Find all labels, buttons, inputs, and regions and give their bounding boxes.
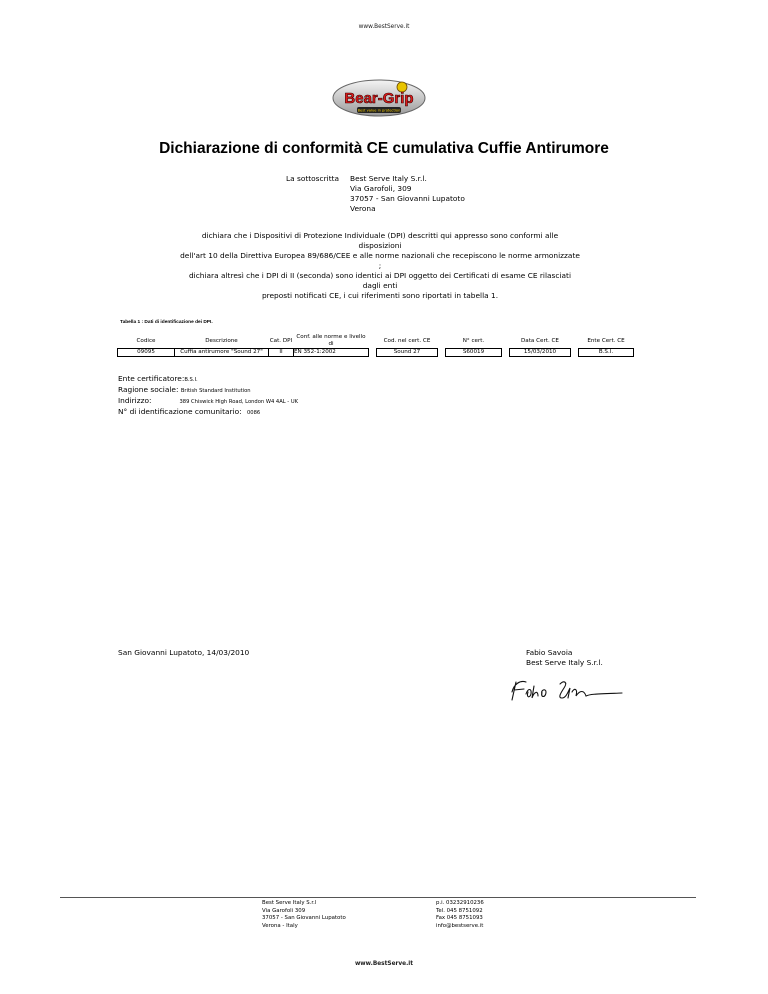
declaration-line: dichiara altresì che i DPI di II (seconda) sono identici ai DPI oggetto dei Certificati di esame CE rilasciati dagli enti	[188, 271, 572, 290]
footer-tel: Tel. 045 8751092	[436, 907, 483, 914]
undersigned-label: La sottoscritta	[286, 174, 340, 183]
company-line: Via Garofoli, 309	[350, 184, 412, 193]
footer-url: www.BestServe.it	[354, 961, 414, 967]
header-data-cert: Data Cert. CE	[521, 337, 559, 344]
ragione-label: Ragione sociale:	[118, 385, 179, 394]
signer-name: Fabio Savoia	[526, 648, 573, 657]
footer-fax: Fax 045 8751093	[436, 915, 483, 921]
declaration-paragraph	[180, 231, 580, 301]
cell-cat-dpi: II	[269, 349, 294, 357]
dpi-table	[117, 334, 634, 357]
header-ente-cert: Ente Cert. CE	[587, 337, 625, 344]
signer-block	[526, 648, 603, 668]
footer-email: info@bestserve.it	[436, 922, 484, 929]
header-url: www.BestServe.it	[358, 24, 410, 30]
logo-text: Bear-Grip	[344, 90, 414, 107]
header-descrizione: Descrizione	[205, 337, 238, 344]
company-line: Verona	[350, 204, 376, 213]
logo-tagline: Best value in protection	[357, 108, 401, 113]
header-conf-norme: Conf. alle norme e livello di	[296, 334, 366, 347]
table-header-row	[118, 334, 634, 349]
footer-line-left: Best Serve Italy S.r.l	[262, 900, 317, 906]
footer-vat: p.i. 03232910236	[436, 900, 484, 906]
footer-line-left: Verona - Italy	[262, 922, 298, 929]
header-cat-dpi: Cat. DPI	[269, 337, 293, 344]
company-address	[350, 174, 465, 214]
footer-address	[262, 900, 346, 930]
handwritten-signature	[504, 674, 624, 704]
header-cod-cert: Cod. nel cert. CE	[383, 337, 431, 344]
place-date: San Giovanni Lupatoto, 14/03/2010	[118, 648, 250, 657]
indirizzo-value: 389 Chiswick High Road, London W4 4AL - UK	[179, 399, 299, 405]
footer-contacts	[436, 900, 484, 930]
header-n-cert: N° cert.	[462, 337, 485, 344]
ente-label: Ente certificatore:	[118, 374, 185, 383]
cell-conf-norme: EN 352-1:2002	[294, 349, 369, 357]
ente-value: B.S.I.	[184, 377, 198, 383]
cell-descrizione: Cuffia antirumore "Sound 27"	[175, 349, 269, 357]
declaration-line: dell'art 10 della Direttiva Europea 89/686/CEE e alle norme nazionali che recepiscono le norme armonizzate ;	[180, 251, 580, 270]
company-line: 37057 - San Giovanni Lupatoto	[350, 194, 465, 203]
footer-line-left: Via Garofoli 309	[262, 907, 306, 914]
numero-label: N° di identificazione comunitario:	[118, 407, 242, 416]
cell-ente-cert: B.S.I.	[579, 349, 634, 357]
ragione-value: British Standard Institution	[180, 388, 251, 394]
cell-codice: 09095	[118, 349, 175, 357]
declaration-line: dichiara che i Dispositivi di Protezione Individuale (DPI) descritti qui appresso sono conformi alle disposizioni	[201, 231, 559, 250]
declaration-line: preposti notificati CE, i cui riferimenti sono riportati in tabella 1.	[261, 291, 499, 300]
cell-n-cert: S60019	[446, 349, 502, 357]
document-title: Dichiarazione di conformità CE cumulativa Cuffie Antirumore	[159, 140, 609, 157]
indirizzo-label: Indirizzo:	[118, 396, 152, 405]
footer-divider	[60, 897, 696, 898]
table-row	[118, 349, 634, 357]
cell-data-cert: 15/03/2010	[510, 349, 571, 357]
bear-grip-logo	[332, 78, 426, 118]
company-line: Best Serve Italy S.r.l.	[350, 174, 427, 183]
cell-cod-cert: Sound 27	[377, 349, 438, 357]
certifier-block	[118, 374, 298, 418]
signer-company: Best Serve Italy S.r.l.	[526, 658, 603, 667]
footer-line-left: 37057 - San Giovanni Lupatoto	[262, 915, 346, 921]
table-caption: Tabella 1 : Dati di identificazione dei DPI.	[120, 320, 213, 325]
header-codice: Codice	[136, 337, 156, 344]
numero-value: 0086	[246, 410, 261, 416]
